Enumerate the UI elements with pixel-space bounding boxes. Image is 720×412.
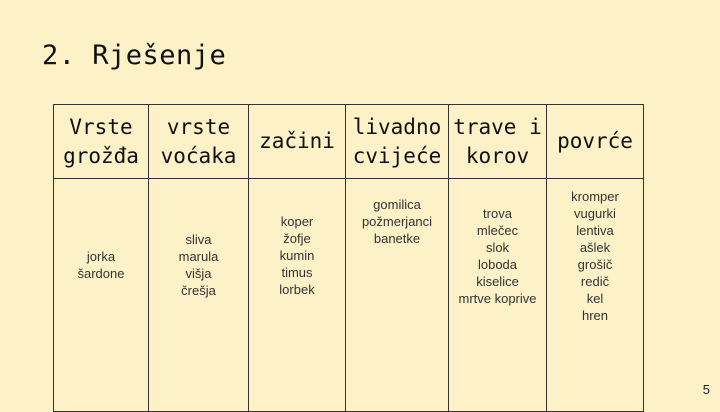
cell-fruit-varieties: sliva marula višja črešja — [149, 179, 249, 412]
cell-grape-varieties: jorka šardone — [54, 179, 149, 412]
page-number: 5 — [702, 382, 710, 397]
header-cell-vegetables: povrće — [547, 105, 644, 179]
header-cell-spices: začini — [249, 105, 346, 179]
cell-vegetables: kromper vugurki lentiva ašlek grošič redič kel hren — [547, 179, 644, 412]
header-cell-meadow-flowers: livadno cvijeće — [346, 105, 449, 179]
table-body-row — [54, 179, 644, 412]
header-cell-grape-varieties: Vrste grožđa — [54, 105, 149, 179]
header-cell-grasses-weeds: trave i korov — [449, 105, 547, 179]
header-cell-fruit-varieties: vrste voćaka — [149, 105, 249, 179]
cell-grasses-weeds: trova mlečec slok loboda kiselice mrtve koprive — [449, 179, 547, 412]
slide-title: 2. Rješenje — [42, 40, 227, 71]
cell-spices: koper žofje kumin timus lorbek — [249, 179, 346, 412]
table-header-row — [54, 105, 644, 179]
cell-meadow-flowers: gomilica požmerjanci banetke — [346, 179, 449, 412]
vocabulary-table — [53, 104, 644, 412]
